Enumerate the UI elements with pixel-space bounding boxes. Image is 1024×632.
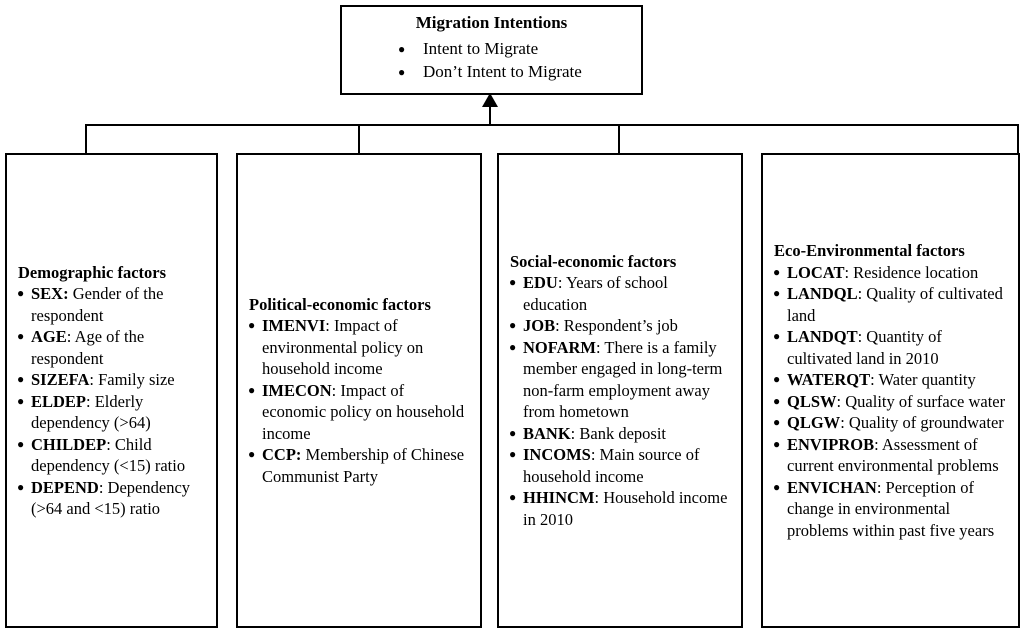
factor-term: CCP: bbox=[262, 445, 302, 465]
factor-item bbox=[510, 444, 730, 487]
factor-desc: : Residence location bbox=[844, 262, 979, 282]
factor-desc: : Water quantity bbox=[870, 370, 976, 389]
arrow-up-head bbox=[482, 93, 498, 107]
factor-item bbox=[774, 283, 1007, 326]
factor-desc: : Respondent’s job bbox=[555, 316, 678, 336]
factor-desc: : Years of school education bbox=[523, 273, 668, 314]
factor-item bbox=[18, 434, 205, 477]
factor-desc: : Quality of surface water bbox=[836, 391, 1006, 411]
factor-desc: : Elderly dependency (>64) bbox=[31, 391, 151, 432]
factor-term: ENVICHAN bbox=[787, 477, 877, 497]
factor-item bbox=[774, 262, 1007, 284]
factor-desc: : Quality of groundwater bbox=[840, 413, 1004, 432]
factor-term: INCOMS bbox=[523, 445, 591, 465]
factor-item bbox=[510, 272, 730, 315]
social-economic-factors-box bbox=[497, 153, 743, 628]
factor-desc: : Impact of economic policy on household income bbox=[262, 380, 465, 443]
factor-desc: : Quality of cultivated land bbox=[787, 284, 1003, 325]
factor-desc: : Bank deposit bbox=[570, 423, 666, 443]
factor-term: IMECON bbox=[262, 380, 332, 400]
factor-item bbox=[249, 380, 469, 445]
factor-item bbox=[774, 477, 1007, 542]
factor-desc: : Family size bbox=[89, 370, 175, 389]
factor-desc: : Perception of change in environmental problems within past five years bbox=[787, 477, 995, 540]
top-box-title: Migration Intentions bbox=[415, 13, 568, 32]
factor-term: QLGW bbox=[787, 413, 841, 432]
political-economic-factors-box bbox=[236, 153, 482, 628]
column-title: Demographic factors bbox=[18, 262, 167, 282]
column-title: Eco-Environmental factors bbox=[774, 241, 965, 260]
factor-item bbox=[249, 444, 469, 487]
factor-term: EDU bbox=[523, 273, 558, 293]
factor-term: ENVIPROB bbox=[787, 434, 875, 454]
factor-item bbox=[18, 283, 205, 326]
factor-term: LANDQT bbox=[787, 327, 858, 346]
factor-item bbox=[774, 369, 1007, 391]
factor-item bbox=[774, 391, 1007, 413]
factor-list bbox=[249, 315, 469, 487]
factor-term: DEPEND bbox=[31, 477, 99, 497]
factor-term: WATERQT bbox=[787, 370, 871, 389]
migration-intentions-box bbox=[340, 5, 643, 95]
factor-item bbox=[774, 412, 1007, 434]
factor-term: AGE bbox=[31, 327, 67, 346]
list-item: ● Don’t Intent to Migrate bbox=[398, 60, 641, 83]
list-item: ● Intent to Migrate bbox=[398, 37, 641, 60]
factor-item bbox=[510, 315, 730, 337]
factor-item bbox=[510, 423, 730, 445]
factor-term: BANK bbox=[523, 423, 571, 443]
factor-term: SIZEFA bbox=[31, 370, 90, 389]
factor-item bbox=[510, 487, 730, 530]
factor-item bbox=[774, 434, 1007, 477]
factor-term: HHINCM bbox=[523, 488, 595, 508]
factor-desc: : Main source of household income bbox=[523, 445, 700, 486]
factor-list bbox=[510, 272, 730, 530]
factor-desc: : Assessment of current environmental problems bbox=[787, 434, 999, 475]
factor-item bbox=[510, 337, 730, 423]
factor-item bbox=[18, 391, 205, 434]
factor-term: IMENVI bbox=[262, 316, 326, 336]
eco-environmental-factors-box bbox=[761, 153, 1020, 628]
factor-list bbox=[18, 283, 205, 520]
factor-desc: : Household income in 2010 bbox=[523, 488, 728, 529]
factor-term: JOB bbox=[523, 316, 556, 336]
factor-item bbox=[18, 326, 205, 369]
factor-term: SEX: bbox=[31, 284, 69, 303]
factor-desc: : There is a family member engaged in long-term non-farm employment away from hometown bbox=[523, 337, 723, 422]
factor-term: LANDQL bbox=[787, 284, 858, 303]
factor-item bbox=[249, 315, 469, 380]
column-title: Political-economic factors bbox=[249, 294, 431, 314]
factor-desc: Gender of the respondent bbox=[31, 284, 164, 325]
factor-desc: : Age of the respondent bbox=[31, 327, 145, 368]
demographic-factors-box bbox=[5, 153, 218, 628]
factor-desc: : Dependency (>64 and <15) ratio bbox=[31, 477, 191, 518]
factor-term: CHILDEP bbox=[31, 434, 107, 454]
factor-desc: Membership of Chinese Communist Party bbox=[262, 445, 465, 486]
factor-item bbox=[18, 477, 205, 520]
factor-term: NOFARM bbox=[523, 337, 597, 357]
factor-desc: : Child dependency (<15) ratio bbox=[31, 434, 186, 475]
factor-term: ELDEP bbox=[31, 391, 87, 411]
factor-desc: : Impact of environmental policy on household income bbox=[262, 316, 424, 379]
top-box-list bbox=[342, 37, 641, 83]
factor-item bbox=[18, 369, 205, 391]
factor-term: LOCAT bbox=[787, 262, 845, 282]
column-title: Social-economic factors bbox=[510, 251, 677, 271]
factor-item bbox=[774, 326, 1007, 369]
factor-term: QLSW bbox=[787, 391, 837, 411]
factor-desc: : Quantity of cultivated land in 2010 bbox=[787, 327, 942, 368]
factor-list bbox=[774, 262, 1007, 542]
